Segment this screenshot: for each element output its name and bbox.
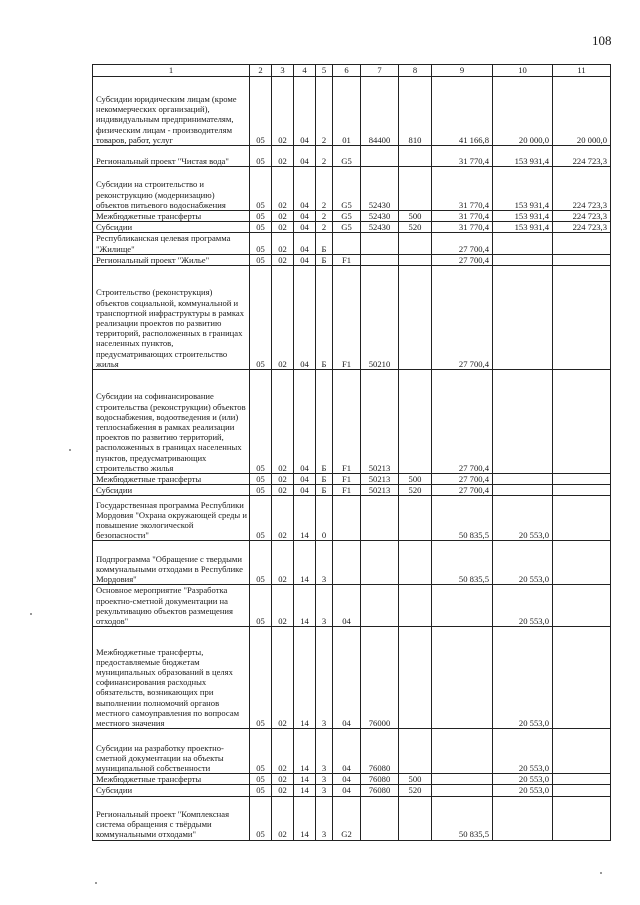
value-cell-11	[553, 541, 611, 585]
value-cell-6: F1	[333, 474, 361, 485]
value-cell-9: 27 700,4	[432, 474, 493, 485]
value-cell-8: 500	[399, 474, 432, 485]
value-cell-11	[553, 370, 611, 474]
table-body	[93, 77, 611, 841]
scan-speck	[600, 872, 602, 874]
value-cell-4: 04	[294, 254, 316, 265]
value-cell-3: 02	[272, 233, 294, 254]
value-cell-11	[553, 785, 611, 796]
value-cell-8	[399, 729, 432, 774]
value-cell-8	[399, 541, 432, 585]
value-cell-3: 02	[272, 541, 294, 585]
value-cell-8	[399, 233, 432, 254]
value-cell-9: 50 835,5	[432, 496, 493, 541]
value-cell-9: 27 700,4	[432, 233, 493, 254]
table-row	[93, 167, 611, 211]
value-cell-3: 02	[272, 266, 294, 370]
value-cell-7: 52430	[361, 167, 399, 211]
value-cell-3: 02	[272, 785, 294, 796]
value-cell-9: 27 700,4	[432, 485, 493, 496]
value-cell-3: 02	[272, 585, 294, 627]
value-cell-8	[399, 627, 432, 729]
value-cell-10: 153 931,4	[493, 211, 553, 222]
column-header: 2	[250, 65, 272, 77]
value-cell-11	[553, 485, 611, 496]
value-cell-5: Б	[316, 485, 333, 496]
value-cell-4: 04	[294, 474, 316, 485]
value-cell-8	[399, 146, 432, 167]
table-row	[93, 796, 611, 840]
value-cell-9: 41 166,8	[432, 77, 493, 146]
value-cell-9: 27 700,4	[432, 254, 493, 265]
value-cell-6: G2	[333, 796, 361, 840]
table-row	[93, 254, 611, 265]
value-cell-2: 05	[250, 370, 272, 474]
value-cell-11: 20 000,0	[553, 77, 611, 146]
value-cell-11	[553, 627, 611, 729]
value-cell-5: 3	[316, 785, 333, 796]
value-cell-7: 50210	[361, 266, 399, 370]
value-cell-6: 04	[333, 774, 361, 785]
value-cell-9: 50 835,5	[432, 796, 493, 840]
value-cell-9: 31 770,4	[432, 211, 493, 222]
value-cell-9	[432, 585, 493, 627]
value-cell-9: 31 770,4	[432, 167, 493, 211]
row-name-cell: Субсидии	[93, 222, 250, 233]
value-cell-5: Б	[316, 370, 333, 474]
value-cell-10: 20 553,0	[493, 541, 553, 585]
value-cell-8: 520	[399, 222, 432, 233]
value-cell-5: 2	[316, 211, 333, 222]
value-cell-2: 05	[250, 211, 272, 222]
value-cell-6: F1	[333, 485, 361, 496]
value-cell-9: 50 835,5	[432, 541, 493, 585]
value-cell-4: 14	[294, 585, 316, 627]
value-cell-2: 05	[250, 729, 272, 774]
value-cell-4: 04	[294, 233, 316, 254]
table-row	[93, 496, 611, 541]
column-header: 9	[432, 65, 493, 77]
value-cell-6: F1	[333, 254, 361, 265]
row-name-cell: Республиканская целевая программа "Жилище"	[93, 233, 250, 254]
table-row	[93, 474, 611, 485]
value-cell-11	[553, 729, 611, 774]
value-cell-2: 05	[250, 585, 272, 627]
value-cell-5: 3	[316, 796, 333, 840]
value-cell-10	[493, 254, 553, 265]
value-cell-9: 31 770,4	[432, 146, 493, 167]
value-cell-8	[399, 167, 432, 211]
value-cell-8: 500	[399, 774, 432, 785]
value-cell-4: 04	[294, 167, 316, 211]
value-cell-7: 76080	[361, 729, 399, 774]
value-cell-4: 14	[294, 541, 316, 585]
value-cell-7: 50213	[361, 370, 399, 474]
value-cell-3: 02	[272, 370, 294, 474]
value-cell-6: G5	[333, 167, 361, 211]
value-cell-8	[399, 496, 432, 541]
table-row	[93, 211, 611, 222]
value-cell-9	[432, 729, 493, 774]
value-cell-3: 02	[272, 627, 294, 729]
table-row	[93, 541, 611, 585]
column-header: 10	[493, 65, 553, 77]
value-cell-11	[553, 254, 611, 265]
table-row	[93, 222, 611, 233]
value-cell-9: 31 770,4	[432, 222, 493, 233]
column-header: 11	[553, 65, 611, 77]
value-cell-6: 04	[333, 729, 361, 774]
value-cell-5: 3	[316, 627, 333, 729]
value-cell-4: 14	[294, 785, 316, 796]
scan-speck	[95, 882, 97, 884]
column-header: 3	[272, 65, 294, 77]
value-cell-8: 500	[399, 211, 432, 222]
value-cell-10	[493, 485, 553, 496]
value-cell-10: 153 931,4	[493, 167, 553, 211]
value-cell-9	[432, 785, 493, 796]
value-cell-3: 02	[272, 496, 294, 541]
value-cell-2: 05	[250, 774, 272, 785]
value-cell-10: 153 931,4	[493, 222, 553, 233]
value-cell-4: 04	[294, 77, 316, 146]
column-header: 7	[361, 65, 399, 77]
value-cell-4: 14	[294, 496, 316, 541]
table-row	[93, 729, 611, 774]
value-cell-11	[553, 585, 611, 627]
value-cell-5: Б	[316, 233, 333, 254]
value-cell-5: Б	[316, 266, 333, 370]
value-cell-7	[361, 541, 399, 585]
value-cell-9	[432, 774, 493, 785]
value-cell-2: 05	[250, 627, 272, 729]
row-name-cell: Субсидии на разработку проектно-сметной документации на объекты муниципальной собственности	[93, 729, 250, 774]
value-cell-10: 153 931,4	[493, 146, 553, 167]
table-row	[93, 585, 611, 627]
value-cell-8: 520	[399, 785, 432, 796]
value-cell-4: 04	[294, 211, 316, 222]
value-cell-5: 3	[316, 541, 333, 585]
value-cell-8	[399, 585, 432, 627]
value-cell-8	[399, 254, 432, 265]
value-cell-10	[493, 796, 553, 840]
value-cell-6: 04	[333, 585, 361, 627]
value-cell-11: 224 723,3	[553, 146, 611, 167]
column-header: 5	[316, 65, 333, 77]
row-name-cell: Межбюджетные трансферты	[93, 211, 250, 222]
value-cell-11	[553, 233, 611, 254]
row-name-cell: Основное мероприятие "Разработка проектно-сметной документации на рекультивацию объектов размещения отходов"	[93, 585, 250, 627]
value-cell-2: 05	[250, 474, 272, 485]
column-number-row	[93, 65, 611, 77]
value-cell-4: 04	[294, 222, 316, 233]
value-cell-7: 76080	[361, 785, 399, 796]
value-cell-4: 14	[294, 627, 316, 729]
row-name-cell: Субсидии юридическим лицам (кроме некоммерческих организаций), индивидуальным предпринимателям, физическим лицам - производителям товаров, работ, услуг	[93, 77, 250, 146]
value-cell-3: 02	[272, 211, 294, 222]
value-cell-4: 14	[294, 796, 316, 840]
value-cell-11	[553, 474, 611, 485]
table-row	[93, 627, 611, 729]
value-cell-2: 05	[250, 785, 272, 796]
row-name-cell: Государственная программа Республики Мордовия "Охрана окружающей среды и повышение экологической безопасности"	[93, 496, 250, 541]
value-cell-5: 2	[316, 167, 333, 211]
value-cell-10	[493, 233, 553, 254]
row-name-cell: Межбюджетные трансферты	[93, 474, 250, 485]
value-cell-8	[399, 796, 432, 840]
value-cell-4: 04	[294, 146, 316, 167]
column-header: 1	[93, 65, 250, 77]
value-cell-2: 05	[250, 233, 272, 254]
value-cell-3: 02	[272, 729, 294, 774]
value-cell-10: 20 553,0	[493, 774, 553, 785]
value-cell-2: 05	[250, 146, 272, 167]
value-cell-11: 224 723,3	[553, 211, 611, 222]
value-cell-3: 02	[272, 254, 294, 265]
budget-table-container	[92, 64, 610, 841]
value-cell-3: 02	[272, 796, 294, 840]
value-cell-7	[361, 233, 399, 254]
value-cell-10	[493, 474, 553, 485]
value-cell-9: 27 700,4	[432, 266, 493, 370]
value-cell-10	[493, 370, 553, 474]
value-cell-10	[493, 266, 553, 370]
row-name-cell: Субсидии	[93, 485, 250, 496]
value-cell-7: 76080	[361, 774, 399, 785]
value-cell-7: 52430	[361, 222, 399, 233]
row-name-cell: Строительство (реконструкция) объектов социальной, коммунальной и транспортной инфраструктуры в рамках реализации проектов по развитию территорий, расположенных в границах населенных пунктов, предусматривающих строительство жилья	[93, 266, 250, 370]
value-cell-5: 3	[316, 774, 333, 785]
budget-table	[92, 64, 611, 841]
value-cell-11: 224 723,3	[553, 167, 611, 211]
value-cell-6	[333, 496, 361, 541]
value-cell-3: 02	[272, 485, 294, 496]
value-cell-2: 05	[250, 254, 272, 265]
value-cell-7: 84400	[361, 77, 399, 146]
value-cell-2: 05	[250, 485, 272, 496]
value-cell-4: 14	[294, 774, 316, 785]
value-cell-8: 810	[399, 77, 432, 146]
value-cell-10: 20 000,0	[493, 77, 553, 146]
value-cell-8	[399, 266, 432, 370]
table-row	[93, 146, 611, 167]
value-cell-2: 05	[250, 77, 272, 146]
value-cell-4: 14	[294, 729, 316, 774]
scan-speck	[69, 449, 71, 451]
column-header: 6	[333, 65, 361, 77]
value-cell-11	[553, 774, 611, 785]
value-cell-11	[553, 496, 611, 541]
value-cell-2: 05	[250, 541, 272, 585]
value-cell-9: 27 700,4	[432, 370, 493, 474]
page-number: 108	[592, 33, 612, 48]
row-name-cell: Субсидии	[93, 785, 250, 796]
table-row	[93, 266, 611, 370]
value-cell-3: 02	[272, 146, 294, 167]
value-cell-6	[333, 233, 361, 254]
value-cell-10: 20 553,0	[493, 585, 553, 627]
value-cell-11	[553, 266, 611, 370]
value-cell-3: 02	[272, 77, 294, 146]
table-row	[93, 77, 611, 146]
row-name-cell: Региональный проект "Жилье"	[93, 254, 250, 265]
value-cell-7: 76000	[361, 627, 399, 729]
row-name-cell: Межбюджетные трансферты, предоставляемые бюджетам муниципальных образований в целях софинансирования расходных обязательств, возникающих при выполнении полномочий органов местного самоуправления по вопросам местного значения	[93, 627, 250, 729]
value-cell-7	[361, 585, 399, 627]
value-cell-5: 2	[316, 77, 333, 146]
table-row	[93, 233, 611, 254]
value-cell-7: 50213	[361, 485, 399, 496]
value-cell-7	[361, 146, 399, 167]
value-cell-7: 50213	[361, 474, 399, 485]
table-row	[93, 485, 611, 496]
value-cell-10: 20 553,0	[493, 785, 553, 796]
value-cell-6: G5	[333, 146, 361, 167]
value-cell-5: 0	[316, 496, 333, 541]
value-cell-6	[333, 541, 361, 585]
value-cell-5: 3	[316, 585, 333, 627]
value-cell-9	[432, 627, 493, 729]
value-cell-11	[553, 796, 611, 840]
row-name-cell: Субсидии на строительство и реконструкцию (модернизацию) объектов питьевого водоснабжения	[93, 167, 250, 211]
table-row	[93, 774, 611, 785]
value-cell-5: 2	[316, 222, 333, 233]
value-cell-7	[361, 254, 399, 265]
value-cell-7	[361, 796, 399, 840]
value-cell-5: 3	[316, 729, 333, 774]
scan-speck	[30, 613, 32, 615]
column-header: 4	[294, 65, 316, 77]
value-cell-5: 2	[316, 146, 333, 167]
value-cell-4: 04	[294, 370, 316, 474]
table-row	[93, 370, 611, 474]
value-cell-3: 02	[272, 474, 294, 485]
value-cell-8: 520	[399, 485, 432, 496]
row-name-cell: Региональный проект "Комплексная система обращения с твёрдыми коммунальными отходами"	[93, 796, 250, 840]
value-cell-6: 01	[333, 77, 361, 146]
value-cell-2: 05	[250, 796, 272, 840]
value-cell-2: 05	[250, 496, 272, 541]
value-cell-3: 02	[272, 774, 294, 785]
value-cell-10: 20 553,0	[493, 627, 553, 729]
value-cell-5: Б	[316, 474, 333, 485]
value-cell-4: 04	[294, 485, 316, 496]
value-cell-2: 05	[250, 222, 272, 233]
value-cell-6: 04	[333, 627, 361, 729]
value-cell-6: 04	[333, 785, 361, 796]
row-name-cell: Региональный проект "Чистая вода"	[93, 146, 250, 167]
value-cell-5: Б	[316, 254, 333, 265]
value-cell-11: 224 723,3	[553, 222, 611, 233]
value-cell-2: 05	[250, 266, 272, 370]
value-cell-7	[361, 496, 399, 541]
table-row	[93, 785, 611, 796]
row-name-cell: Межбюджетные трансферты	[93, 774, 250, 785]
row-name-cell: Подпрограмма "Обращение с твердыми коммунальными отходами в Республике Мордовия"	[93, 541, 250, 585]
value-cell-6: F1	[333, 370, 361, 474]
column-header: 8	[399, 65, 432, 77]
value-cell-6: G5	[333, 222, 361, 233]
value-cell-10: 20 553,0	[493, 496, 553, 541]
value-cell-4: 04	[294, 266, 316, 370]
value-cell-6: G5	[333, 211, 361, 222]
value-cell-7: 52430	[361, 211, 399, 222]
value-cell-6: F1	[333, 266, 361, 370]
value-cell-3: 02	[272, 167, 294, 211]
row-name-cell: Субсидии на софинансирование строительства (реконструкции) объектов водоснабжения, водоотведения и (или) теплоснабжения в рамках реализации проектов по развитию территорий, расположенных в границах населенных пунктов, предусматривающих строительство жилья	[93, 370, 250, 474]
value-cell-10: 20 553,0	[493, 729, 553, 774]
value-cell-8	[399, 370, 432, 474]
value-cell-3: 02	[272, 222, 294, 233]
value-cell-2: 05	[250, 167, 272, 211]
